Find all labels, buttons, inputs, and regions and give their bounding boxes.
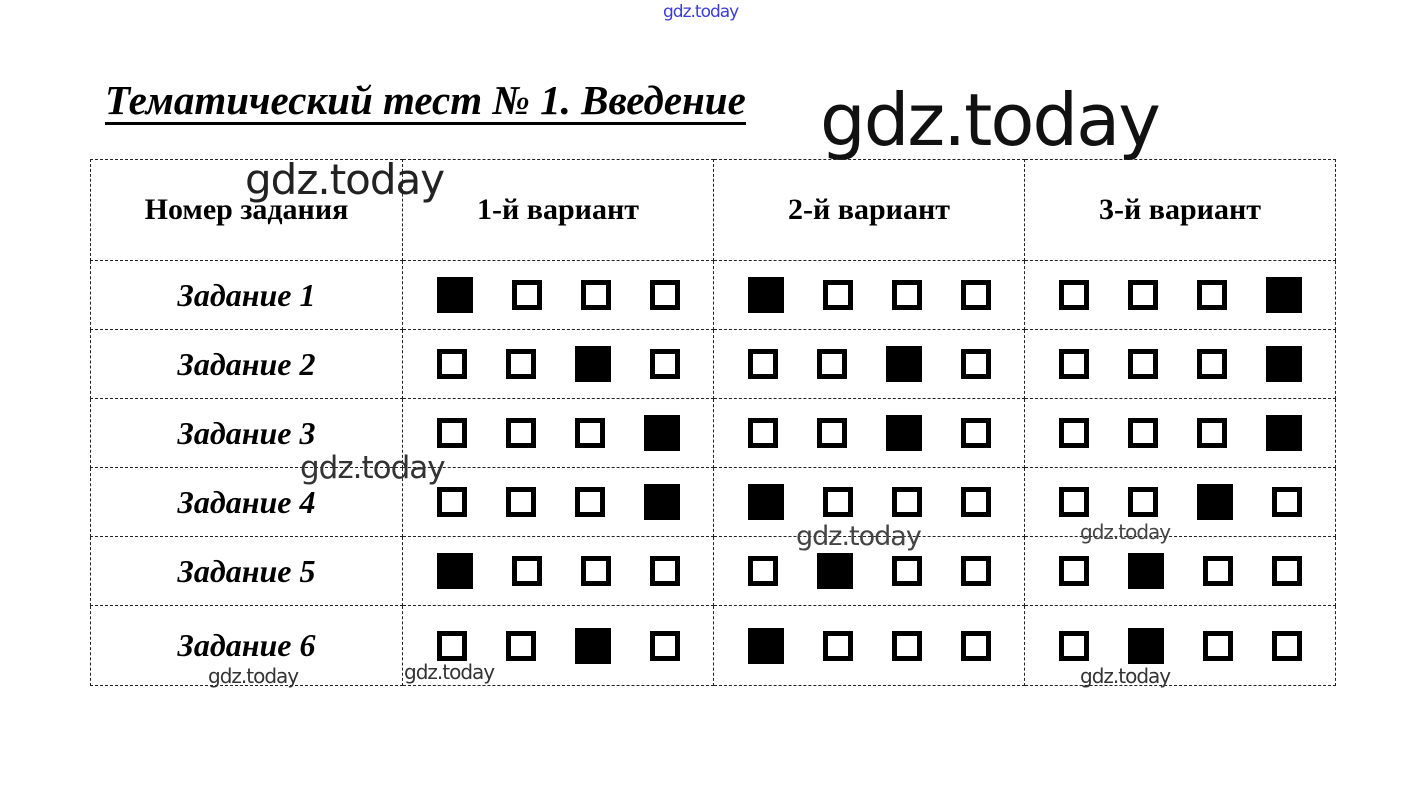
answer-cell-variant-3 [1025, 330, 1336, 399]
empty-checkbox [437, 487, 467, 517]
empty-checkbox [1059, 631, 1089, 661]
watermark: gdz.today [1080, 520, 1171, 544]
empty-checkbox [512, 556, 542, 586]
empty-checkbox [892, 631, 922, 661]
task-label: Задание 6 [91, 606, 403, 686]
empty-checkbox [650, 280, 680, 310]
filled-checkbox [644, 415, 680, 451]
answer-cell-variant-2 [714, 606, 1025, 686]
empty-checkbox [506, 418, 536, 448]
empty-checkbox [437, 631, 467, 661]
empty-checkbox [506, 631, 536, 661]
empty-checkbox [1272, 631, 1302, 661]
empty-checkbox [650, 556, 680, 586]
empty-checkbox [437, 418, 467, 448]
watermark-top: gdz.today [663, 2, 739, 22]
empty-checkbox [961, 631, 991, 661]
filled-checkbox [644, 484, 680, 520]
header-variant-1: 1-й вариант [403, 160, 714, 261]
filled-checkbox [1266, 415, 1302, 451]
filled-checkbox [1128, 553, 1164, 589]
task-row [91, 330, 1336, 399]
empty-checkbox [823, 487, 853, 517]
empty-checkbox [961, 418, 991, 448]
answer-cell-variant-1 [403, 468, 714, 537]
empty-checkbox [1203, 631, 1233, 661]
page-title: Тематический тест № 1. Введение [105, 77, 746, 123]
answer-cell-variant-2 [714, 330, 1025, 399]
empty-checkbox [892, 556, 922, 586]
empty-checkbox [1059, 418, 1089, 448]
empty-checkbox [961, 556, 991, 586]
watermark: gdz.today [245, 155, 445, 204]
empty-checkbox [1203, 556, 1233, 586]
answer-cell-variant-3 [1025, 468, 1336, 537]
answer-cell-variant-2 [714, 261, 1025, 330]
empty-checkbox [748, 418, 778, 448]
watermark: gdz.today [796, 521, 921, 552]
filled-checkbox [886, 415, 922, 451]
filled-checkbox [437, 553, 473, 589]
empty-checkbox [892, 487, 922, 517]
empty-checkbox [1128, 349, 1158, 379]
empty-checkbox [506, 349, 536, 379]
filled-checkbox [886, 346, 922, 382]
answer-cell-variant-1 [403, 330, 714, 399]
task-row [91, 399, 1336, 468]
answer-cell-variant-2 [714, 399, 1025, 468]
empty-checkbox [1128, 418, 1158, 448]
empty-checkbox [1128, 487, 1158, 517]
filled-checkbox [817, 553, 853, 589]
task-row [91, 537, 1336, 606]
filled-checkbox [575, 628, 611, 664]
empty-checkbox [823, 280, 853, 310]
filled-checkbox [748, 484, 784, 520]
empty-checkbox [961, 349, 991, 379]
empty-checkbox [1059, 280, 1089, 310]
empty-checkbox [1272, 487, 1302, 517]
header-variant-2: 2-й вариант [714, 160, 1025, 261]
empty-checkbox [575, 418, 605, 448]
task-row [91, 261, 1336, 330]
filled-checkbox [437, 277, 473, 313]
answer-cell-variant-1 [403, 261, 714, 330]
empty-checkbox [748, 556, 778, 586]
empty-checkbox [650, 631, 680, 661]
task-label: Задание 2 [91, 330, 403, 399]
header-task-number: Номер задания [91, 160, 403, 261]
empty-checkbox [961, 280, 991, 310]
empty-checkbox [1197, 349, 1227, 379]
empty-checkbox [823, 631, 853, 661]
answer-cell-variant-3 [1025, 261, 1336, 330]
empty-checkbox [575, 487, 605, 517]
watermark: gdz.today [404, 660, 495, 684]
header-variant-3: 3-й вариант [1025, 160, 1336, 261]
answer-table [90, 159, 1336, 686]
empty-checkbox [817, 349, 847, 379]
empty-checkbox [581, 556, 611, 586]
empty-checkbox [817, 418, 847, 448]
answer-cell-variant-1 [403, 537, 714, 606]
watermark: gdz.today [208, 664, 299, 688]
empty-checkbox [512, 280, 542, 310]
answer-cell-variant-3 [1025, 399, 1336, 468]
empty-checkbox [506, 487, 536, 517]
watermark: gdz.today [1080, 664, 1171, 688]
empty-checkbox [1272, 556, 1302, 586]
empty-checkbox [1197, 280, 1227, 310]
answer-cell-variant-3 [1025, 537, 1336, 606]
filled-checkbox [1266, 277, 1302, 313]
filled-checkbox [1128, 628, 1164, 664]
empty-checkbox [650, 349, 680, 379]
filled-checkbox [1197, 484, 1233, 520]
filled-checkbox [575, 346, 611, 382]
answer-cell-variant-1 [403, 399, 714, 468]
empty-checkbox [581, 280, 611, 310]
empty-checkbox [748, 349, 778, 379]
task-label: Задание 1 [91, 261, 403, 330]
filled-checkbox [748, 277, 784, 313]
task-label: Задание 3 [91, 399, 403, 468]
watermark-large: gdz.today [820, 78, 1159, 162]
task-rows [91, 261, 1336, 686]
task-label: Задание 4 [91, 468, 403, 537]
filled-checkbox [1266, 346, 1302, 382]
task-label: Задание 5 [91, 537, 403, 606]
empty-checkbox [1197, 418, 1227, 448]
empty-checkbox [892, 280, 922, 310]
empty-checkbox [1059, 556, 1089, 586]
empty-checkbox [961, 487, 991, 517]
empty-checkbox [1059, 487, 1089, 517]
filled-checkbox [748, 628, 784, 664]
empty-checkbox [1059, 349, 1089, 379]
answer-cell-variant-3 [1025, 606, 1336, 686]
empty-checkbox [437, 349, 467, 379]
empty-checkbox [1128, 280, 1158, 310]
watermark: gdz.today [300, 450, 445, 486]
